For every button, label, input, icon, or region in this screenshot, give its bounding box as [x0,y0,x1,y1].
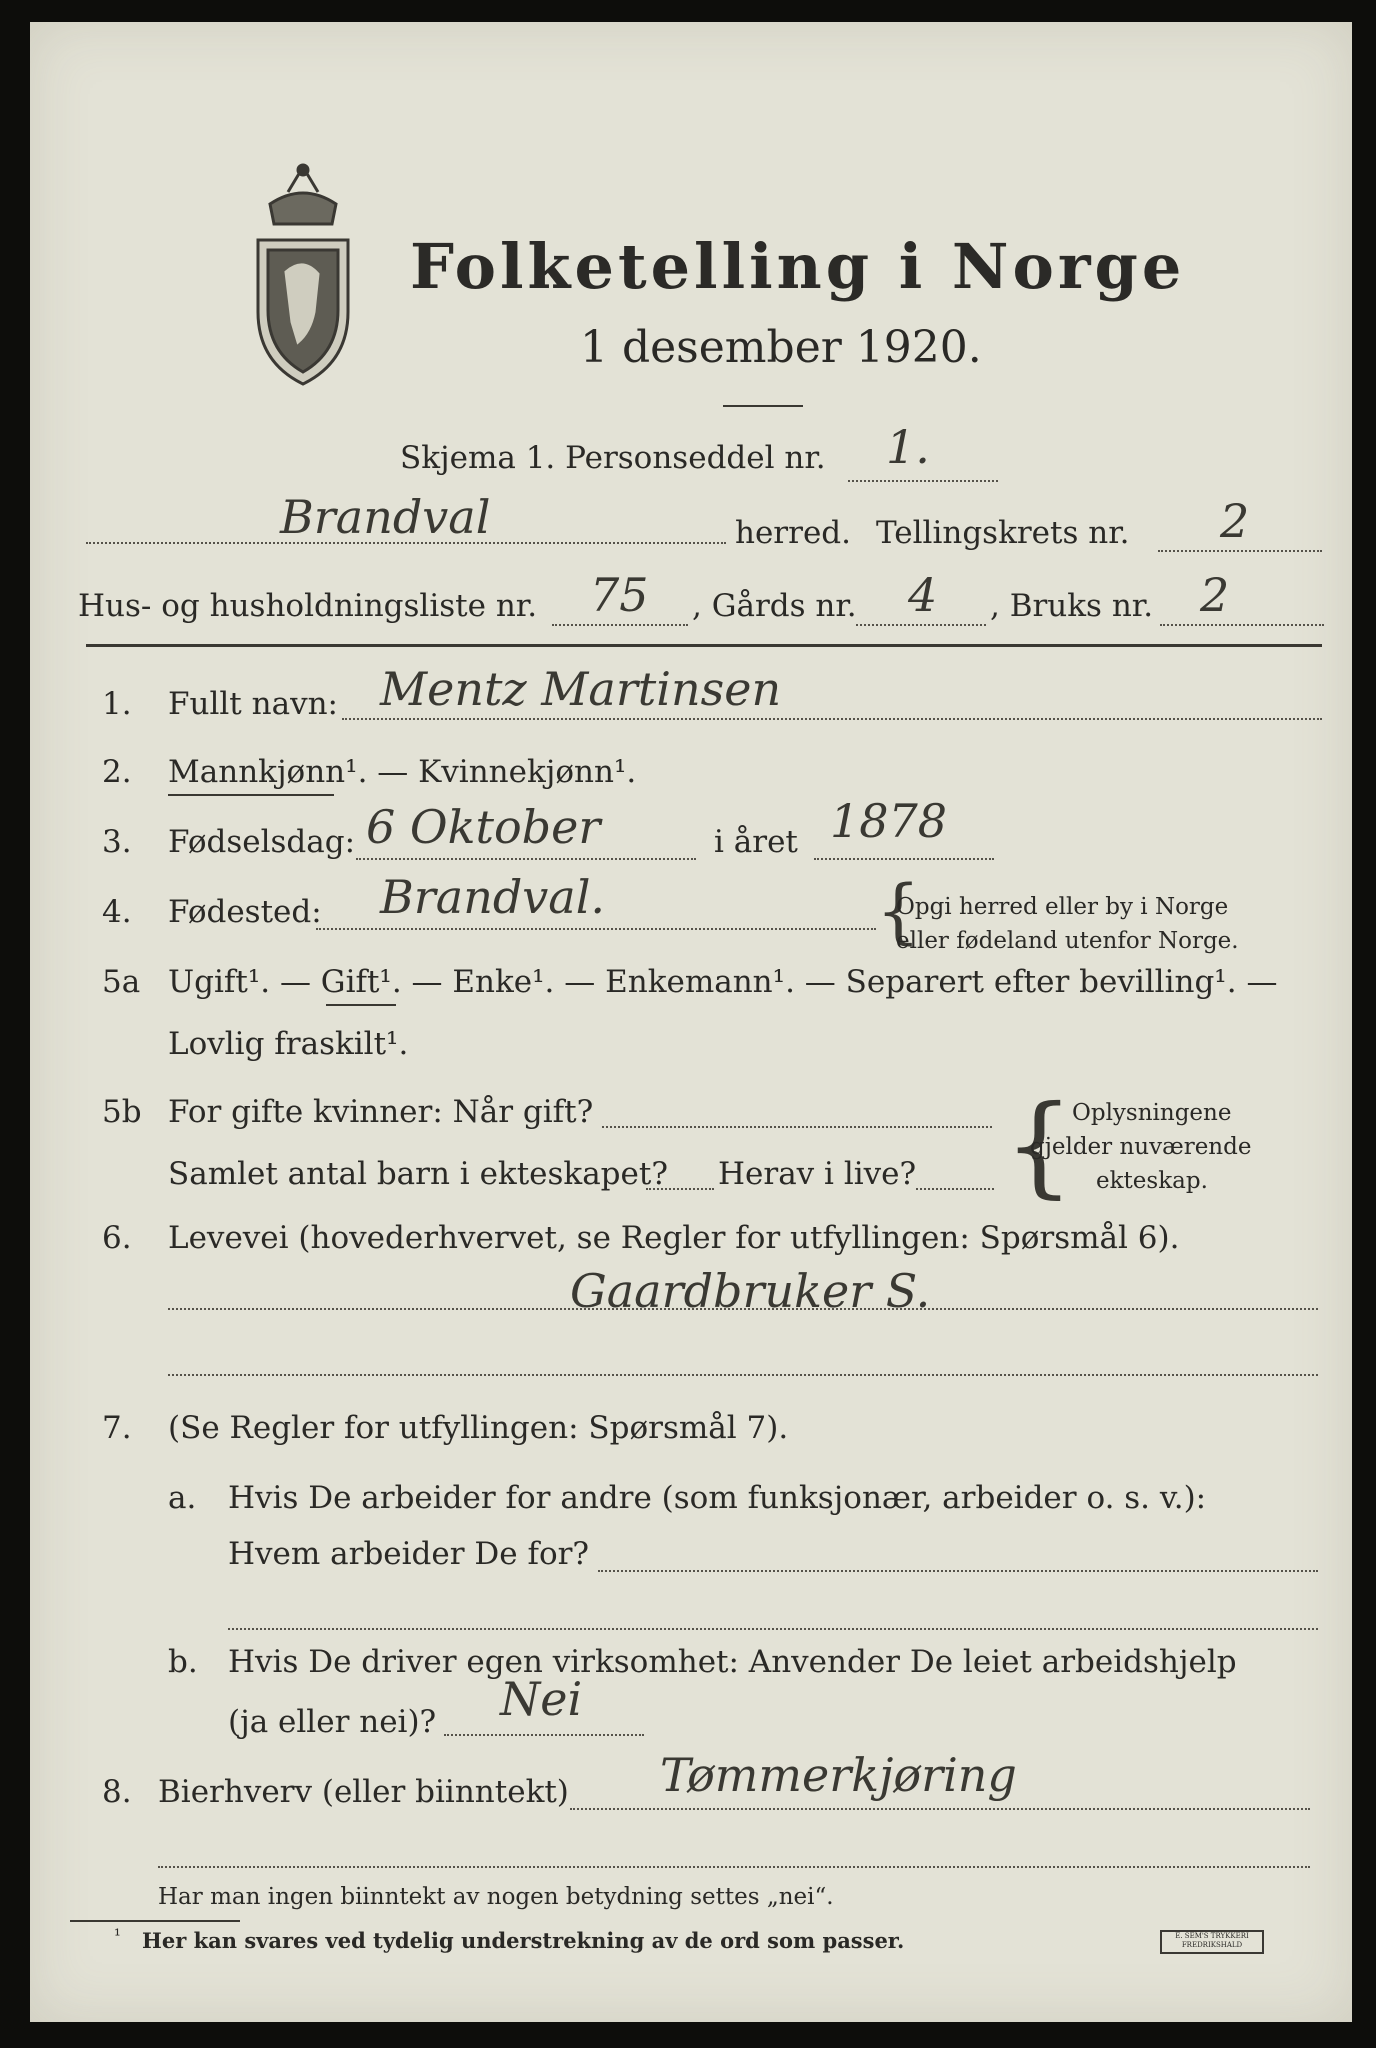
birth-year-field[interactable] [814,858,994,860]
footnote-mark: ¹ [114,1926,121,1946]
birthplace-note-line2: eller fødeland utenfor Norge. [896,928,1239,954]
q7a-number: a. [168,1480,197,1516]
birth-year-value: 1878 [830,794,948,848]
marriage-note-line2: gjelder nuværende [1030,1134,1252,1160]
q4-number: 4. [102,894,132,930]
q1-label: Fullt navn: [168,686,338,722]
printer-stamp-text: E. SEM'S TRYKKERI FREDRIKSHALD [1175,1932,1249,1949]
q3-number: 3. [102,824,132,860]
q6-number: 6. [102,1220,132,1256]
schema-label: Skjema 1. Personseddel nr. [400,440,826,476]
year-label: i året [714,824,798,860]
occupation-value: Gaardbruker S. [570,1264,931,1318]
gards-label: , Gårds nr. [692,588,857,624]
census-date: 1 desember 1920. [580,322,982,373]
side-income-field-2[interactable] [158,1866,1310,1868]
hus-field[interactable] [552,624,688,626]
herred-label: herred. [735,515,851,551]
q5b-number: 5b [102,1094,142,1130]
bruks-field[interactable] [1160,624,1324,626]
q8-number: 8. [102,1774,132,1810]
gards-field[interactable] [856,624,986,626]
gender-options: Mannkjønn¹. — Kvinnekjønn¹. [168,754,637,790]
q1-number: 1. [102,686,132,722]
q2-number: 2. [102,754,132,790]
marriage-note-brace: { [1004,1081,1074,1209]
marital-options: Ugift¹. — Gift¹. — Enke¹. — Enkemann¹. — Separert efter bevilling¹. — [168,964,1278,1000]
marital-underline [326,1004,396,1006]
hired-help-field[interactable] [444,1734,644,1736]
q7b-line1: Hvis De driver egen virksomhet: Anvender De leiet arbeidshjelp [228,1644,1237,1680]
q5a-number: 5a [102,964,141,1000]
q7b-number: b. [168,1644,198,1680]
q3-label: Fødselsdag: [168,824,356,860]
q4-label: Fødested: [168,894,322,930]
q7-number: 7. [102,1410,132,1446]
hired-help-value: Nei [500,1672,583,1726]
side-income-field[interactable] [570,1808,1310,1810]
hus-label: Hus- og husholdningsliste nr. [78,588,538,624]
marriage-note-line3: ekteskap. [1096,1168,1208,1194]
marital-options-2: Lovlig fraskilt¹. [168,1026,409,1062]
full-name-field[interactable] [342,718,1322,720]
gards-value: 4 [908,568,938,622]
q7a-line1: Hvis De arbeider for andre (som funksjonær, arbeider o. s. v.): [228,1480,1207,1516]
birthday-value: 6 Oktober [366,800,601,854]
birthplace-note-brace: { [876,870,921,952]
employer-field[interactable] [598,1570,1318,1572]
occupation-label: Levevei (hovederhvervet, se Regler for utfyllingen: Spørsmål 6). [168,1220,1180,1256]
footnote-text: Her kan svares ved tydelig understrekning av de ord som passer. [142,1928,905,1953]
personseddel-number: 1. [886,420,930,474]
hus-value: 75 [590,568,649,622]
marriage-note-line1: Oplysningene [1072,1100,1232,1126]
full-name-value: Mentz Martinsen [380,662,782,716]
no-income-note: Har man ingen biinntekt av nogen betydning settes „nei“. [158,1884,834,1910]
census-form-page [30,22,1352,2022]
when-married-field[interactable] [602,1126,992,1128]
bruks-value: 2 [1200,568,1230,622]
birthday-field[interactable] [356,858,696,860]
children-total-field[interactable] [646,1188,714,1190]
gender-underline [168,794,334,796]
personseddel-field[interactable] [848,480,998,482]
bruks-label: , Bruks nr. [990,588,1154,624]
header-divider [86,644,1322,647]
married-women-label: For gifte kvinner: Når gift? [168,1094,594,1130]
children-alive-field[interactable] [916,1188,994,1190]
tellingskrets-value: 2 [1220,494,1250,548]
employer-field-2[interactable] [228,1628,1318,1630]
occupation-field-2[interactable] [168,1374,1318,1376]
q7b-line2: (ja eller nei)? [228,1704,437,1740]
tellingskrets-label: Tellingskrets nr. [876,515,1130,551]
side-income-label: Bierhverv (eller biinntekt) [158,1774,569,1810]
title-divider [723,405,803,407]
birthplace-value: Brandval. [380,870,606,924]
children-label: Samlet antal barn i ekteskapet? [168,1156,668,1192]
birthplace-note-line1: Opgi herred eller by i Norge [896,894,1229,920]
coat-of-arms-icon [248,162,358,394]
alive-label: Herav i live? [718,1156,917,1192]
q7-label: (Se Regler for utfyllingen: Spørsmål 7). [168,1410,789,1446]
herred-name: Brandval [280,490,491,544]
birthplace-field[interactable] [316,928,876,930]
side-income-value: Tømmerkjøring [660,1748,1017,1802]
occupation-field-1[interactable] [168,1308,1318,1310]
printer-stamp [1160,1930,1264,1954]
tellingskrets-field[interactable] [1158,550,1322,552]
q7a-line2: Hvem arbeider De for? [228,1536,590,1572]
footnote-divider [70,1920,240,1922]
form-title: Folketelling i Norge [410,230,1186,303]
